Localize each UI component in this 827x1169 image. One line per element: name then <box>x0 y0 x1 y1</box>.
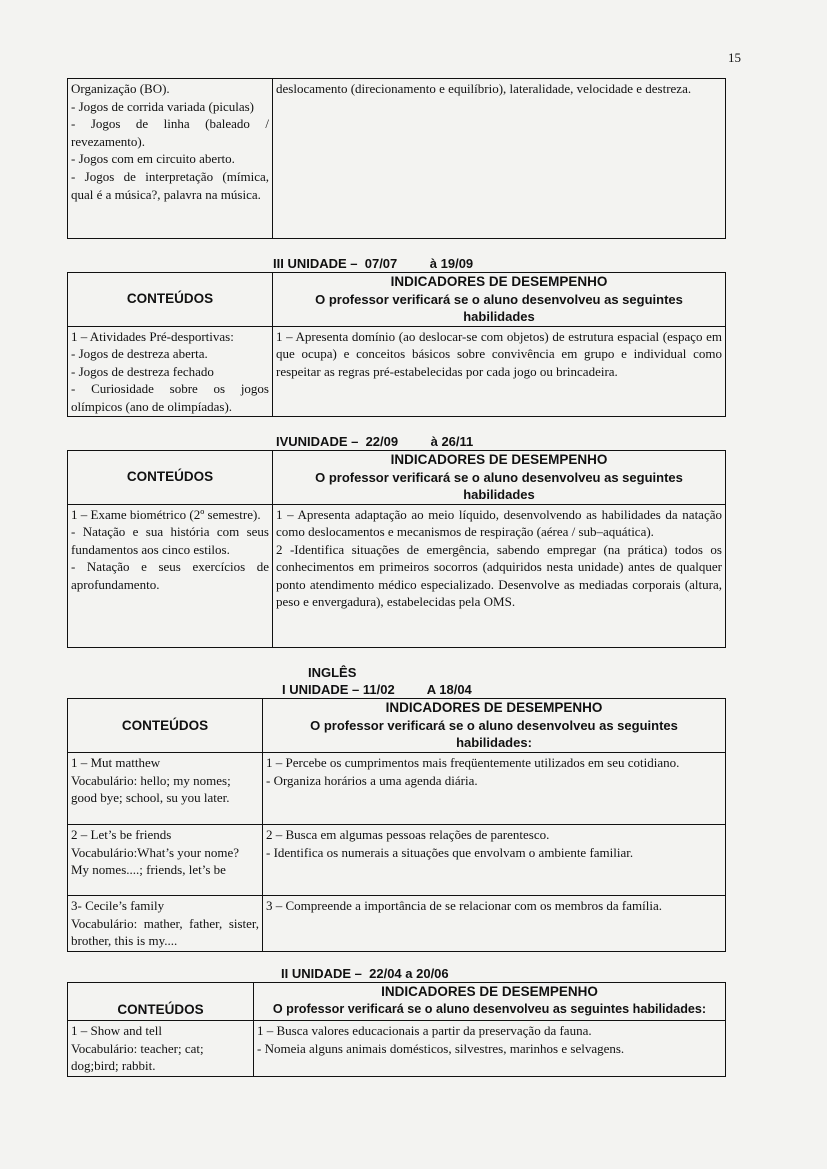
english-unit2-table <box>67 982 726 1077</box>
indicadores-header <box>273 273 726 327</box>
indicator-text: 1 – Busca valores educacionais a partir da preservação da fauna. <box>257 1023 592 1038</box>
list-item: Vocabulário: teacher; cat; dog;bird; rabbit. <box>71 1040 204 1074</box>
indicadores-header <box>254 983 726 1021</box>
conteudos-label: CONTEÚDOS <box>117 1002 204 1018</box>
conteudos-header <box>68 983 254 1021</box>
indicators-cell <box>263 896 726 952</box>
list-item: Vocabulário: mather, father, sister, brother, this is my.... <box>71 915 259 949</box>
table-row <box>68 504 726 647</box>
unit3-table <box>67 272 726 417</box>
list-item: 1 – Atividades Pré-desportivas: <box>71 328 234 344</box>
table-row <box>68 326 726 417</box>
unit4-title: IVUNIDADE – 22/09 à 26/11 <box>276 434 474 449</box>
indicadores-title: INDICADORES DE DESEMPENHO <box>390 274 608 289</box>
list-item: - Jogos de destreza aberta. <box>71 346 208 362</box>
list-item: - Jogos com em circuito aberto. <box>71 151 235 167</box>
list-item: - Natação e seus exercícios de aprofundamento. <box>71 559 269 592</box>
header-row <box>68 983 726 1021</box>
indicators-cell <box>263 825 726 896</box>
indicators-cell <box>263 753 726 825</box>
table-row <box>68 825 726 896</box>
list-item: - Jogos de interpretação (mímica, qual é a música?, palavra na música. <box>71 168 269 202</box>
table-row <box>68 79 726 239</box>
list-item: 3- Cecile’s family <box>71 898 165 913</box>
unit3-title: III UNIDADE – 07/07 à 19/09 <box>273 256 474 271</box>
list-item: 1 – Exame biométrico (2º semestre). <box>71 506 261 522</box>
indicadores-title: INDICADORES DE DESEMPENHO <box>390 452 608 467</box>
conteudos-header: CONTEÚDOS <box>68 273 273 327</box>
contents-cell <box>68 825 263 896</box>
habilidades-line: habilidades <box>463 487 535 502</box>
indicators-cell <box>254 1021 726 1077</box>
indicator-text: 1 – Apresenta domínio (ao deslocar-se com objetos) de estrutura espacial (espaço em que ocupa) e conceitos básicos sobre convivência em grupo e individual como respeitar as regras pré-estabelecidas por cada jogo ou brincadeira. <box>276 328 722 379</box>
header-row <box>68 451 726 505</box>
english-unit1-table <box>67 698 726 952</box>
indicator-text: - Identifica os numerais a situações que envolvam o ambiente familiar. <box>266 844 634 860</box>
header-row <box>68 273 726 327</box>
indicators-cell <box>273 326 726 417</box>
unit4-table <box>67 450 726 648</box>
english-unit1-title: I UNIDADE – 11/02 A 18/04 <box>282 682 472 697</box>
list-item: - Jogos de destreza fechado <box>71 363 214 379</box>
indicator-text: 1 – Percebe os cumprimentos mais freqüentemente utilizados em seu cotidiano. <box>266 755 680 770</box>
indicator-text: 1 – Apresenta adaptação ao meio líquido, desenvolvendo as habilidades da natação como deslocamentos e mecanismos de respiração (aérea / sub–aquática). <box>276 506 722 540</box>
contents-cell <box>68 504 273 647</box>
list-item: Organização (BO). <box>71 81 170 96</box>
indicator-text: 2 – Busca em algumas pessoas relações de parentesco. <box>266 827 550 842</box>
indicadores-title: INDICADORES DE DESEMPENHO <box>385 700 603 715</box>
indicators-cell <box>273 504 726 647</box>
habilidades-line: habilidades <box>463 309 535 324</box>
list-item: 1 – Mut matthew <box>71 755 161 770</box>
conteudos-header: CONTEÚDOS <box>68 451 273 505</box>
professor-line: O professor verificará se o aluno desenvolveu as seguintes <box>315 469 683 485</box>
conteudos-header: CONTEÚDOS <box>68 699 263 753</box>
continuation-table <box>67 78 726 239</box>
english-unit2-title: II UNIDADE – 22/04 a 20/06 <box>281 966 449 981</box>
list-item: - Curiosidade sobre os jogos olímpicos (ano de olimpíadas). <box>71 381 269 414</box>
indicadores-header <box>263 699 726 753</box>
list-item: - Natação e sua história com seus fundamentos aos cinco estilos. <box>71 524 269 557</box>
list-item: Vocabulário:What’s your nome? My nomes....; friends, let’s be <box>71 844 239 878</box>
indicators-cell <box>273 79 726 239</box>
list-item: Vocabulário: hello; my nomes; good bye; school, su you later. <box>71 772 231 806</box>
habilidades-line: habilidades: <box>456 735 532 750</box>
list-item: - Jogos de linha (baleado / revezamento). <box>71 116 269 149</box>
indicator-text: 3 – Compreende a importância de se relacionar com os membros da família. <box>266 898 662 913</box>
subject-title: INGLÊS <box>308 665 357 680</box>
contents-cell <box>68 753 263 825</box>
table-row <box>68 896 726 952</box>
indicadores-header <box>273 451 726 505</box>
professor-line: O professor verificará se o aluno desenvolveu as seguintes habilidades: <box>272 1001 707 1016</box>
list-item: 2 – Let’s be friends <box>71 827 172 842</box>
indicator-text: deslocamento (direcionamento e equilíbrio), lateralidade, velocidade e destreza. <box>276 81 692 96</box>
professor-line: O professor verificará se o aluno desenvolveu as seguintes <box>315 291 683 307</box>
indicadores-title: INDICADORES DE DESEMPENHO <box>381 984 598 999</box>
professor-line: O professor verificará se o aluno desenvolveu as seguintes <box>310 717 678 733</box>
header-row <box>68 699 726 753</box>
list-item: 1 – Show and tell <box>71 1023 162 1038</box>
table-row <box>68 1021 726 1077</box>
indicator-text: - Nomeia alguns animais domésticos, silvestres, marinhos e selvagens. <box>257 1040 625 1056</box>
indicator-text: - Organiza horários a uma agenda diária. <box>266 772 478 788</box>
list-item: - Jogos de corrida variada (piculas) <box>71 98 255 114</box>
contents-cell <box>68 326 273 417</box>
page-number: 15 <box>728 50 741 65</box>
table-row <box>68 753 726 825</box>
indicator-text: 2 -Identifica situações de emergência, sabendo empregar (na prática) todos os conhecimentos em primeiros socorros (adquiridos nesta unidade) antes de qualquer ponto atendimento médico especializado. Desenvolve as mediadas corporais (altura, peso e envergadura), estabelecidas pela OMS. <box>276 541 722 610</box>
contents-cell <box>68 79 273 239</box>
contents-cell <box>68 896 263 952</box>
contents-cell <box>68 1021 254 1077</box>
